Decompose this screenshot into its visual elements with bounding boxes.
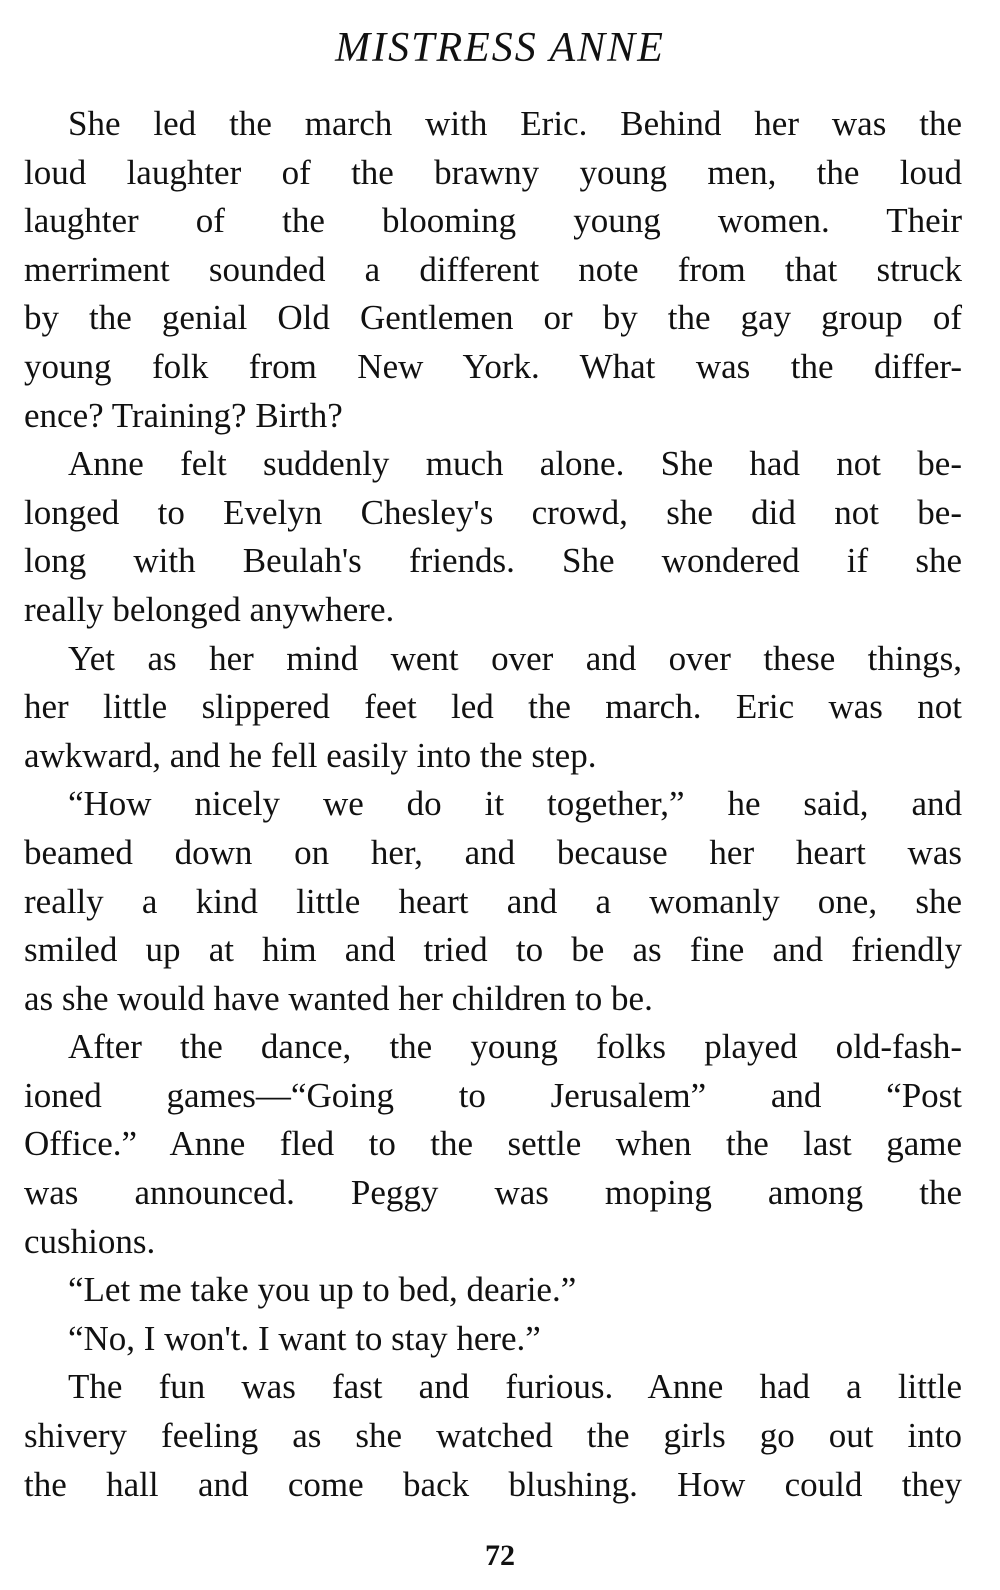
text-line: her little slippered feet led the march. Eric was not	[24, 687, 962, 727]
text-line: really belonged anywhere.	[24, 589, 395, 629]
text-line: The fun was fast and furious. Anne had a little	[68, 1367, 962, 1407]
text-line: cushions.	[24, 1221, 156, 1261]
text-line: Anne felt suddenly much alone. She had not be-	[68, 444, 962, 484]
text-line: She led the march with Eric. Behind her was the	[68, 104, 962, 143]
text-line: ioned games—“Going to Jerusalem” and “Post	[24, 1075, 962, 1115]
text-line: smiled up at him and tried to be as fine and friendly	[24, 930, 962, 970]
text-line: longed to Evelyn Chesley's crowd, she did not be-	[24, 492, 962, 532]
text-line: laughter of the blooming young women. Their	[24, 201, 962, 241]
text-line: merriment sounded a different note from that struck	[24, 249, 962, 289]
text-line: by the genial Old Gentlemen or by the gay group of	[24, 298, 962, 338]
text-line: After the dance, the young folks played old-fash-	[68, 1027, 962, 1067]
running-head: MISTRESS ANNE	[335, 25, 665, 71]
page-number: 72	[485, 1539, 515, 1572]
text-line: “How nicely we do it together,” he said, and	[68, 784, 962, 824]
text-line: was announced. Peggy was moping among the	[24, 1173, 962, 1213]
text-line: Yet as her mind went over and over these things,	[68, 638, 962, 678]
text-line: long with Beulah's friends. She wondered if she	[24, 541, 962, 581]
text-line: shivery feeling as she watched the girls go out into	[24, 1416, 962, 1456]
text-line: the hall and come back blushing. How could they	[24, 1464, 962, 1504]
text-line: “No, I won't. I want to stay here.”	[68, 1318, 541, 1358]
text-line: awkward, and he fell easily into the step.	[24, 735, 597, 775]
body-text	[24, 100, 962, 1509]
text-line: “Let me take you up to bed, dearie.”	[68, 1270, 577, 1310]
text-line: loud laughter of the brawny young men, the loud	[24, 152, 962, 192]
text-line: ence? Training? Birth?	[24, 395, 343, 435]
text-line: young folk from New York. What was the differ-	[24, 346, 962, 386]
text-line: really a kind little heart and a womanly one, she	[24, 881, 962, 921]
text-line: Office.” Anne fled to the settle when the last game	[24, 1124, 962, 1164]
text-line: as she would have wanted her children to be.	[24, 978, 653, 1018]
text-line: beamed down on her, and because her heart was	[24, 832, 962, 872]
